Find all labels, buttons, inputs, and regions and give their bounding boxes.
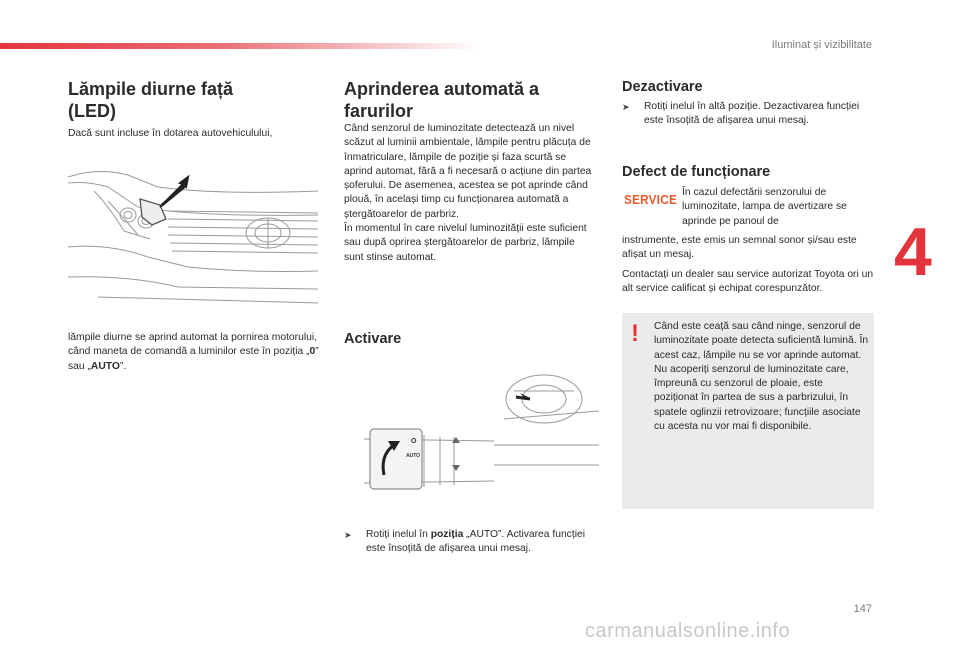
middle-title [344,78,539,122]
light-stalk-drawing [344,365,599,500]
activare-bullet [344,528,596,557]
warning-note-text [654,320,869,434]
left-paragraph-part-e: ”. [119,360,127,372]
left-title [68,78,233,122]
middle-body [344,122,596,265]
section-title: Iluminat și vizibilitate [771,39,872,51]
car-front-drawing [68,147,318,317]
middle-title-line1: Aprinderea automată a [344,79,540,99]
activare-text [344,528,596,557]
left-title-line1: Lămpile diurne față [68,79,234,99]
activare-title: Activare [344,331,402,347]
stalk-label-off: O [411,438,417,445]
activare-text-bold: poziția [430,529,464,540]
service-warning-icon: SERVICE [624,192,678,207]
left-paragraph-part-a: lămpile diurne se aprind automat la pornirea motorului, când maneta de comandă a luminilor este în poziția „ [68,332,317,358]
left-paragraph-part-c: ” sau „ [68,346,319,372]
left-paragraph-auto: AUTO [90,360,120,372]
chapter-number: 4 [894,214,932,290]
defect-title: Defect de funcționare [622,164,771,180]
dezactivare-bullet [622,100,874,129]
exclamation-icon: ! [631,320,639,347]
contact-text: Contactați un dealer sau service autorizat Toyota ori un alt service calificat și echipat corespunzător. [622,269,874,295]
defect-text-part1: În cazul defectării senzorului de luminozitate, lampa de avertizare se aprinde pe panoul de [682,187,847,227]
watermark: carmanualsonline.info [585,620,791,642]
header-accent-bar [0,43,480,49]
dezactivare-title: Dezactivare [622,79,703,95]
left-paragraph [68,331,323,374]
arrow-right-icon: ➤ [622,102,630,112]
middle-body-text2: În momentul în care nivelul luminozității este suficient sau după oprirea ștergătoarelor de parbriz, lămpile sunt stinse automat. [344,223,587,263]
light-stalk-illustration [344,365,599,500]
left-paragraph-zero: 0 [309,346,316,358]
warning-text-2: Nu acoperiți senzorul de luminozitate care, împreună cu senzorul de ploaie, este poziționat în partea de sus a parbrizului, în spatele oglinzii retrovizoare; funcțiile asociate cu acesta nu vor mai fi disponibile. [654,363,861,433]
middle-title-line2: farurilor [344,101,414,121]
warning-text-1: Când este ceață sau când ninge, senzorul de luminozitate poate detecta suficientă lumină. În acest caz, lămpile nu se vor aprinde automat. [654,321,869,361]
left-title-line2: (LED) [68,101,116,121]
stalk-label-auto: AUTO [406,453,421,459]
activare-text-c: „AUTO”. Activarea funcției este însoțită de afișarea unui mesaj. [366,529,585,555]
middle-body-text: Când senzorul de luminozitate detectează un nivel scăzut al luminii ambientale, lămpile pentru plăcuța de înmatriculare, lămpile de poziție și faza scurtă se aprind automat, fără a fi necesară o acțiune din partea șoferului. De asemenea, acestea se pot aprinde când plouă, în același timp cu funcționarea automată a ștergătoarelor de parbriz. [344,123,592,220]
dezactivare-text: Rotiți inelul în altă poziție. Dezactivarea funcției este însoțită de afișarea unui mesaj. [644,101,860,127]
defect-text-part2: instrumente, este emis un semnal sonor și/sau este afișat un mesaj. [622,235,857,261]
car-front-illustration [68,147,318,317]
page-number: 147 [853,603,872,615]
left-intro: Dacă sunt incluse în dotarea autovehiculului, [68,128,273,139]
arrow-right-icon: ➤ [344,530,352,540]
activare-text-a: Rotiți inelul în [366,529,431,540]
